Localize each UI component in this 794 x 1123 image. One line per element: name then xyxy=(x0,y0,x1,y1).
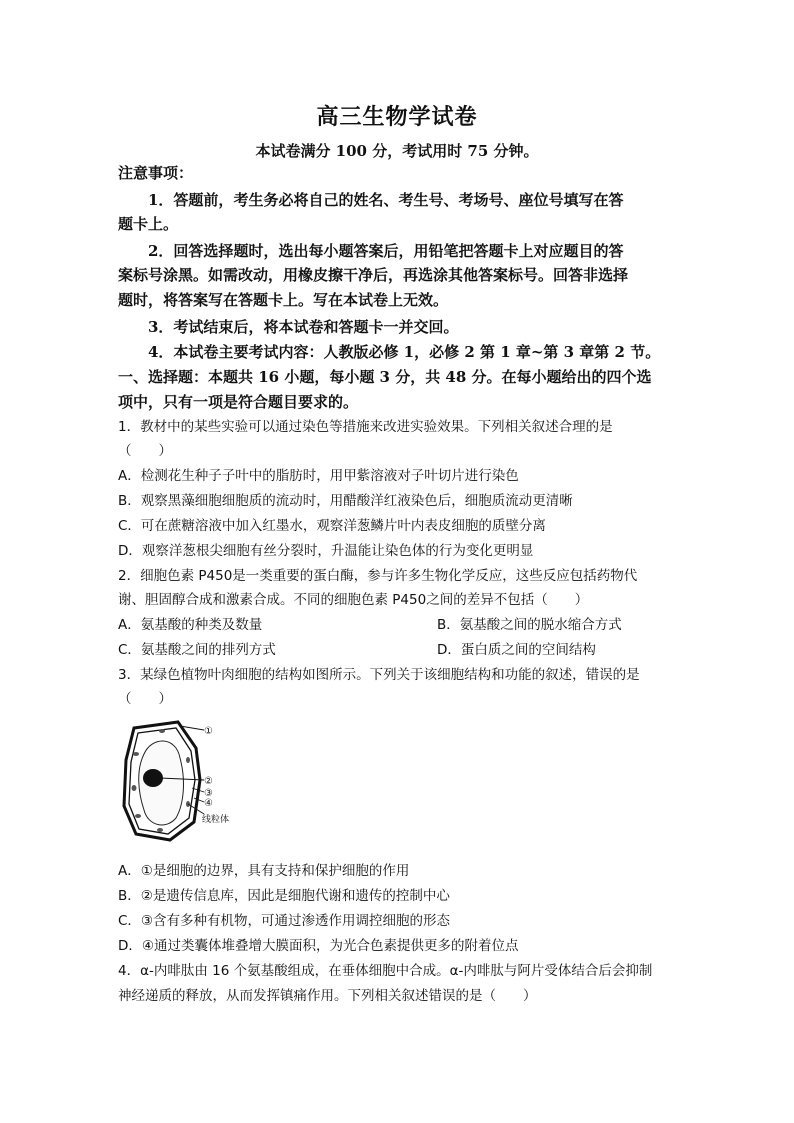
question-1-option-a: A．检测花生种子子叶中的脂肪时，用甲紫溶液对子叶切片进行染色 xyxy=(118,468,519,484)
question-2-option-b: B．氨基酸之间的脱水缩合方式 xyxy=(437,617,622,633)
exam-subtitle: 本试卷满分 100 分，考试用时 75 分钟。 xyxy=(255,142,539,160)
plant-cell-diagram xyxy=(118,718,238,848)
notice-item-1-cont: 题卡上。 xyxy=(118,215,179,233)
question-2-option-c: C．氨基酸之间的排列方式 xyxy=(118,642,276,658)
question-2-stem: 2．细胞色素 P450是一类重要的蛋白酶，参与许多生物化学反应，这些反应包括药物代 xyxy=(118,568,638,584)
notice-item-4: 4．本试卷主要考试内容：人教版必修 1，必修 2 第 1 章~第 3 章第 2 节。 xyxy=(148,343,661,361)
plant-cell-svg xyxy=(118,718,238,848)
question-3-stem: 3．某绿色植物叶肉细胞的结构如图所示。下列关于该细胞结构和功能的叙述，错误的是 xyxy=(118,667,640,683)
section-heading: 一、选择题：本题共 16 小题，每小题 3 分，共 48 分。在每小题给出的四个选 xyxy=(118,368,652,386)
question-1-option-c: C．可在蔗糖溶液中加入红墨水，观察洋葱鳞片叶内表皮细胞的质壁分离 xyxy=(118,518,546,534)
mitochondria-label: 线粒体 xyxy=(202,815,230,825)
question-2-stem-cont: 谢、胆固醇合成和激素合成。不同的细胞色素 P450之间的差异不包括（ ） xyxy=(118,592,589,608)
notice-item-2-cont: 案标号涂黑。如需改动，用橡皮擦干净后，再选涂其他答案标号。回答非选择 xyxy=(118,266,629,284)
question-1-stem: 1．教材中的某些实验可以通过染色等措施来改进实验效果。下列相关叙述合理的是 xyxy=(118,419,613,435)
question-4-stem-cont: 神经递质的释放，从而发挥镇痛作用。下列相关叙述错误的是（ ） xyxy=(118,988,537,1004)
page-title: 高三生物学试卷 xyxy=(316,104,478,130)
notice-item-3: 3．考试结束后，将本试卷和答题卡一并交回。 xyxy=(148,318,459,336)
question-3-paren: （ ） xyxy=(118,691,172,707)
question-3-option-c: C．③含有多种有机物，可通过渗透作用调控细胞的形态 xyxy=(118,913,451,929)
question-3-option-d: D．④通过类囊体堆叠增大膜面积，为光合色素提供更多的附着位点 xyxy=(118,938,519,954)
notice-item-2-cont: 题时，将答案写在答题卡上。写在本试卷上无效。 xyxy=(118,291,449,309)
section-heading-cont: 项中，只有一项是符合题目要求的。 xyxy=(118,393,359,411)
label-3: ③ xyxy=(204,788,213,799)
label-1: ① xyxy=(204,726,213,737)
question-1-paren: （ ） xyxy=(118,443,172,459)
label-2: ② xyxy=(204,776,213,787)
question-2-option-d: D．蛋白质之间的空间结构 xyxy=(437,642,596,658)
notice-heading: 注意事项： xyxy=(118,164,194,182)
question-3-option-a: A．①是细胞的边界，具有支持和保护细胞的作用 xyxy=(118,863,410,879)
notice-item-1: 1．答题前，考生务必将自己的姓名、考生号、考场号、座位号填写在答 xyxy=(148,191,624,209)
question-3-option-b: B．②是遗传信息库，因此是细胞代谢和遗传的控制中心 xyxy=(118,888,450,904)
notice-item-2: 2．回答选择题时，选出每小题答案后，用铅笔把答题卡上对应题目的答 xyxy=(148,242,624,260)
question-4-stem: 4．α-内啡肽由 16 个氨基酸组成，在垂体细胞中合成。α-内啡肽与阿片受体结合后会抑制 xyxy=(118,963,653,979)
question-1-option-b: B．观察黑藻细胞细胞质的流动时，用醋酸洋红液染色后，细胞质流动更清晰 xyxy=(118,493,573,509)
label-4: ④ xyxy=(204,798,213,809)
question-1-option-d: D．观察洋葱根尖细胞有丝分裂时，升温能让染色体的行为变化更明显 xyxy=(118,543,534,559)
question-2-option-a: A．氨基酸的种类及数量 xyxy=(118,617,263,633)
